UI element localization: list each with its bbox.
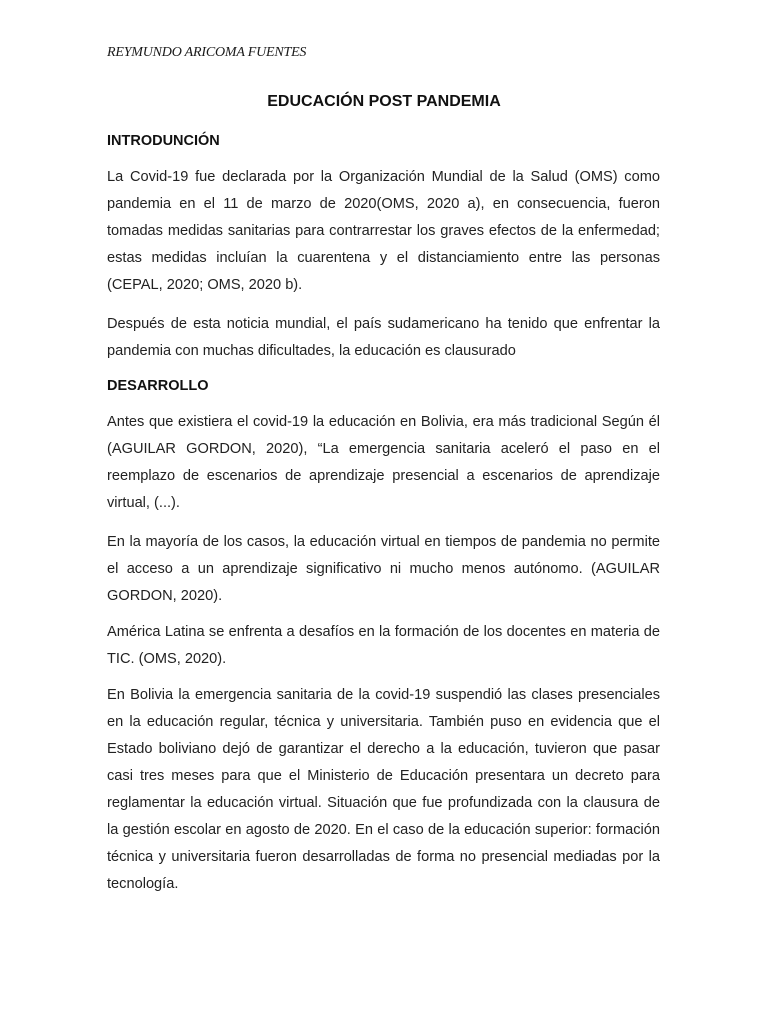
intro-paragraph-1: La Covid-19 fue declarada por la Organización Mundial de la Salud (OMS) como pandemia en el 11 de marzo de 2020(OMS, 2020 a), en consecuencia, fueron tomadas medidas sanitarias para contrarrestar los graves efectos de la enfermedad; estas medidas incluían la cuarentena y el distanciamiento entre las personas (CEPAL, 2020; OMS, 2020 b). <box>107 169 660 293</box>
author-header: REYMUNDO ARICOMA FUENTES <box>107 45 307 60</box>
development-paragraph-1: Antes que existiera el covid-19 la educación en Bolivia, era más tradicional Según él (AGUILAR GORDON, 2020), “La emergencia sanitaria aceleró el paso en el reemplazo de escenarios de aprendizaje presencial a escenarios de aprendizaje virtual, (...). <box>107 414 660 511</box>
document-title: EDUCACIÓN POST PANDEMIA <box>267 93 501 110</box>
intro-paragraph-2: Después de esta noticia mundial, el país sudamericano ha tenido que enfrentar la pandemia con muchas dificultades, la educación es clausurado <box>107 316 660 359</box>
section-heading-introduction: INTRODUNCIÓN <box>107 133 220 149</box>
development-paragraph-3: América Latina se enfrenta a desafíos en la formación de los docentes en materia de TIC. (OMS, 2020). <box>107 624 660 667</box>
development-paragraph-4: En Bolivia la emergencia sanitaria de la covid-19 suspendió las clases presenciales en la educación regular, técnica y universitaria. También puso en evidencia que el Estado boliviano dejó de garantizar el derecho a la educación, tuvieron que pasar casi tres meses para que el Ministerio de Educación presentara un decreto para reglamentar la educación virtual. Situación que fue profundizada con la clausura de la gestión escolar en agosto de 2020. En el caso de la educación superior: formación técnica y universitaria fueron desarrolladas de forma no presencial mediadas por la tecnología. <box>107 687 660 892</box>
section-heading-development: DESARROLLO <box>107 378 209 394</box>
development-paragraph-2: En la mayoría de los casos, la educación virtual en tiempos de pandemia no permite el acceso a un aprendizaje significativo ni mucho menos autónomo. (AGUILAR GORDON, 2020). <box>107 534 660 604</box>
